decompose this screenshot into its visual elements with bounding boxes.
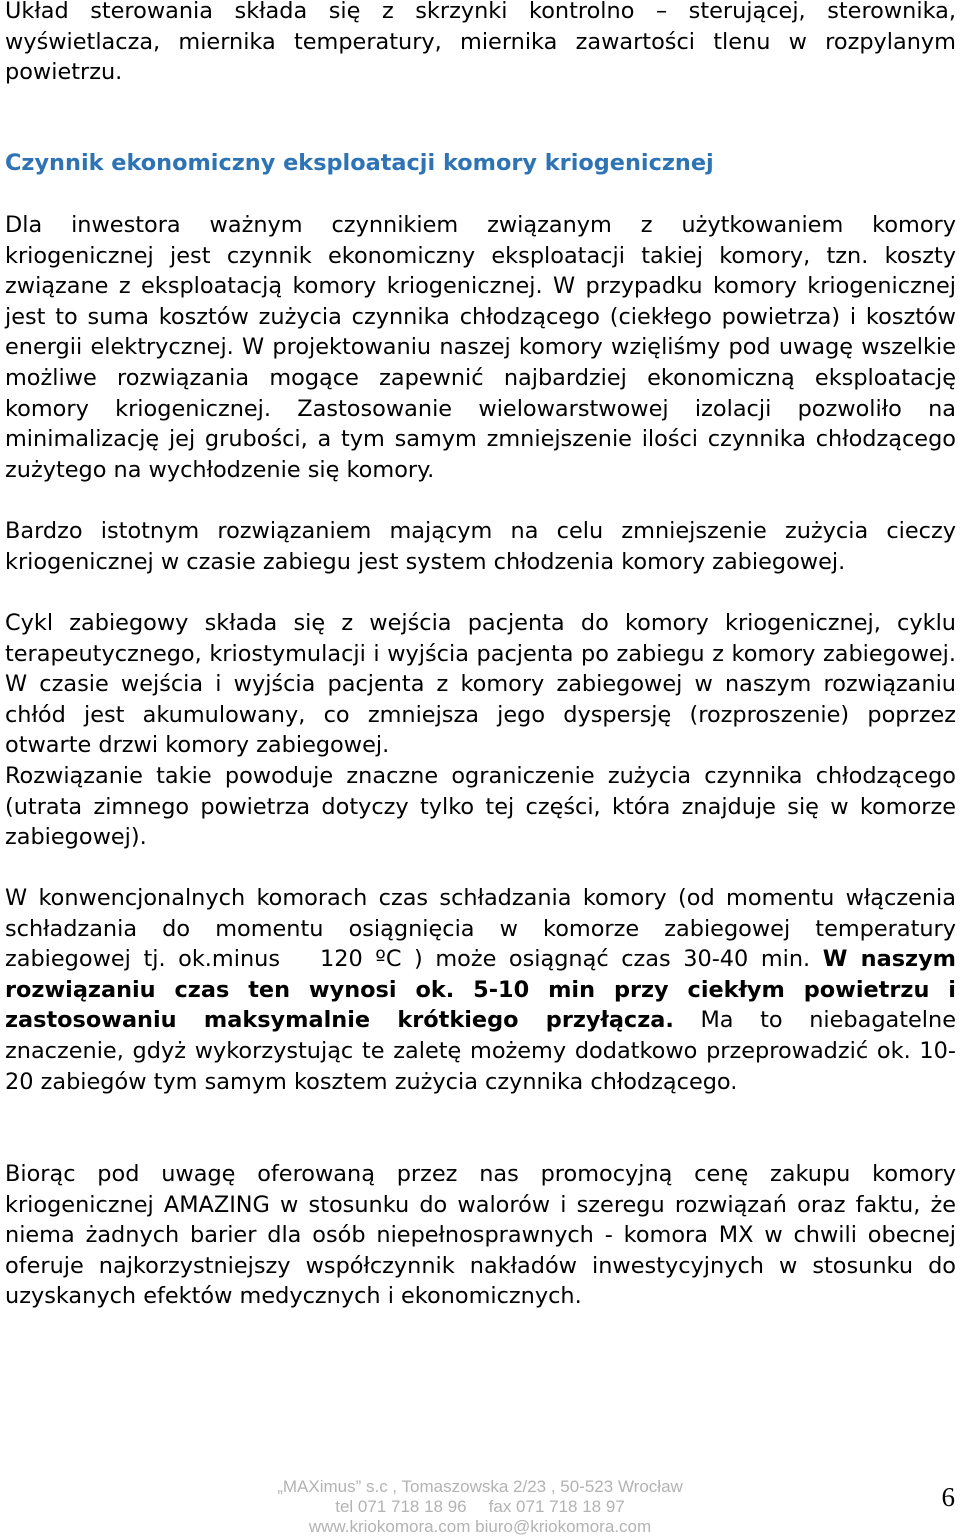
footer-phone-line [180,1497,780,1517]
page-footer [180,1477,780,1537]
conventional-text-start: W konwencjonalnych komorach czas schładzania komory (od momentu włączenia schładzania do momentu osiągnięcia w komorze zabiegowej temperatury zabiegowej tj. ok.minus [5,885,956,973]
final-paragraph: Biorąc pod uwagę oferowaną przez nas promocyjną cenę zakupu komory kriogenicznej AMAZING w stosunku do walorów i szeregu rozwiązań oraz faktu, że niema żadnych barier dla osób niepełnosprawnych - komora MX w chwili obecnej oferuje najkorzystniejszy współczynnik nakładów inwestycyjnych w stosunku do uzyskanych efektów medycznych i ekonomicznych. [5,1161,956,1310]
footer-tel: tel 071 718 18 96 [335,1497,467,1516]
economic-paragraph-4: Rozwiązanie takie powoduje znaczne ograniczenie zużycia czynnika chłodzącego (utrata zimnego powietrza dotyczy tylko tej części, która znajduje się w komorze zabiegowej). [5,763,956,851]
conventional-text-end: Ma to niebagatelne znaczenie, gdyż wykorzystując te zaletę możemy dodatkowo przeprowadzić ok. 10-20 zabiegów tym samym kosztem zużycia czynnika chłodzącego. [5,1007,956,1095]
economic-paragraph-1: Dla inwestora ważnym czynnikiem związanym z użytkowaniem komory kriogenicznej jest czynnik ekonomiczny eksploatacji takiej komory, tzn. koszty związane z eksploatacją komory kriogenicznej. W przypadku komory kriogenicznej jest to suma kosztów zużycia czynnika chłodzącego (ciekłego powietrza) i kosztów energii elektrycznej. W projektowaniu naszej komory wzięliśmy pod uwagę wszelkie możliwe rozwiązania mogące zapewnić najbardziej ekonomiczną eksploatację komory kriogenicznej. Zastosowanie wielowarstwowej izolacji pozwoliło na minimalizację jej grubości, a tym samym zmniejszenie ilości czynnika chłodzącego zużytego na wychłodzenie się komory. [5,212,956,483]
conventional-temperature: 120 ºC ) może osiągnąć czas 30-40 min. [320,946,811,973]
footer-web-line [180,1517,780,1537]
economic-paragraph-2: Bardzo istotnym rozwiązaniem mającym na celu zmniejszenie zużycia cieczy kriogenicznej w czasie zabiegu jest system chłodzenia komory zabiegowej. [5,518,956,575]
footer-email: biuro@kriokomora.com [475,1517,652,1536]
footer-fax: fax 071 718 18 97 [488,1497,625,1516]
section-heading: Czynnik ekonomiczny eksploatacji komory kriogenicznej [5,150,714,176]
footer-website: www.kriokomora.com [308,1517,471,1536]
conventional-bold-claim: W naszym rozwiązaniu czas ten wynosi ok. 5-10 min przy ciekłym powietrzu i zastosowaniu maksymalnie krótkiego przyłącza. [5,946,956,1034]
intro-paragraph: Układ sterowania składa się z skrzynki kontrolno – sterującej, sterownika, wyświetlacza, miernika temperatury, miernika zawartości tlenu w rozpylanym powietrzu. [5,0,956,86]
economic-paragraph-3: Cykl zabiegowy składa się z wejścia pacjenta do komory kriogenicznej, cyklu terapeutycznego, kriostymulacji i wyjścia pacjenta po zabiegu z komory zabiegowej. W czasie wejścia i wyjścia pacjenta z komory zabiegowej w naszym rozwiązaniu chłód jest akumulowany, co zmniejsza jego dyspersję (rozproszenie) poprzez otwarte drzwi komory zabiegowej. [5,610,956,759]
page-number: 6 [941,1482,955,1512]
footer-company-line: „MAXimus” s.c , Tomaszowska 2/23 , 50-523 Wrocław [277,1477,683,1496]
conventional-paragraph [5,883,956,1097]
